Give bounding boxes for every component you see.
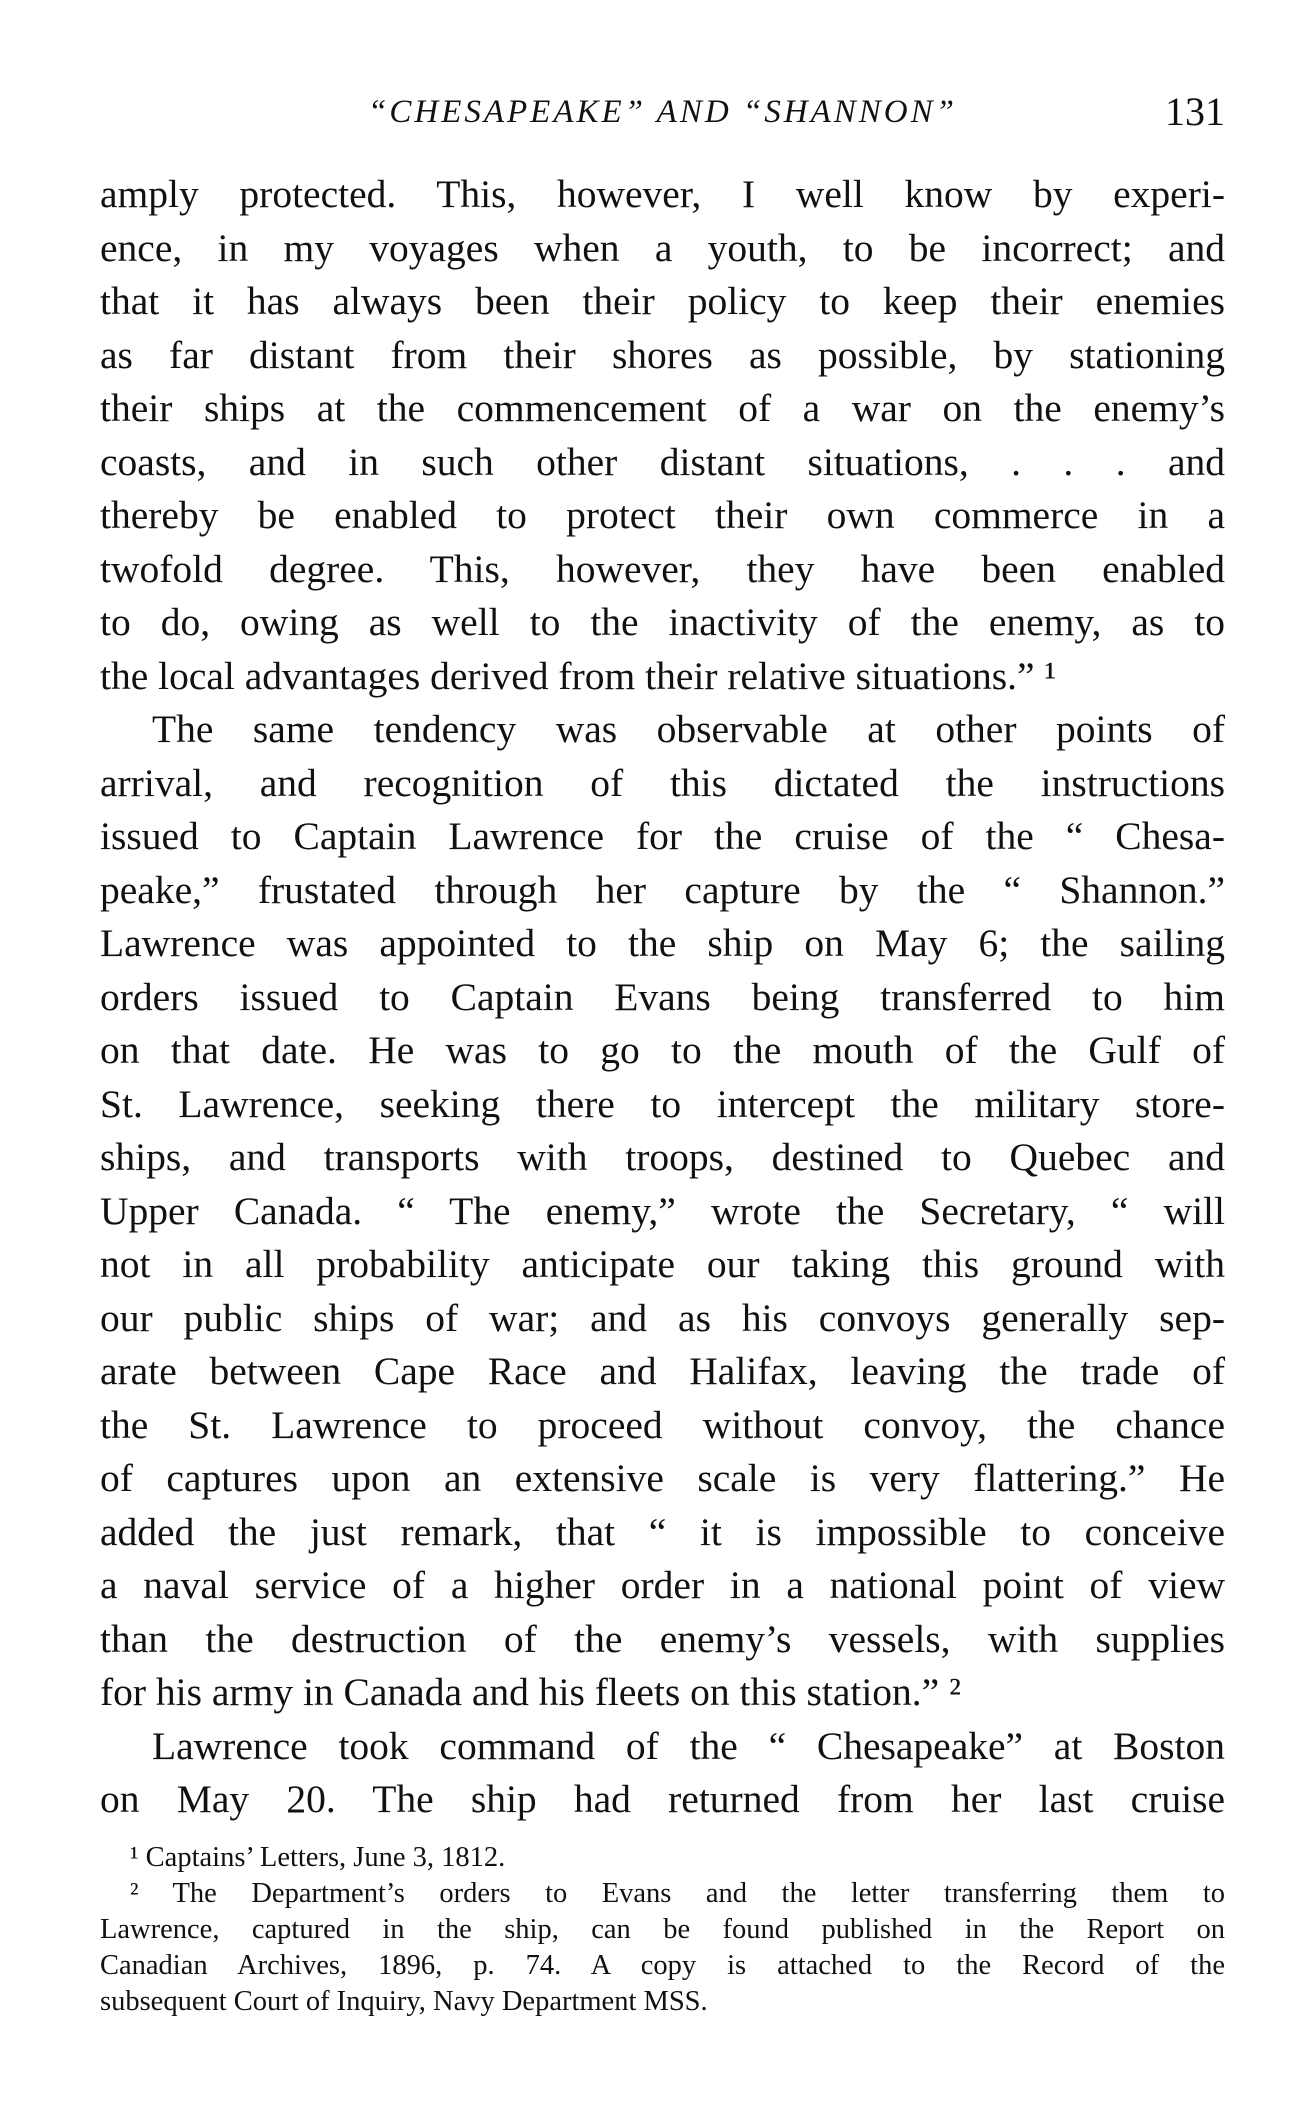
text-line: Upper Canada. “ The enemy,” wrote the Secretary, “ will	[100, 1188, 1225, 1233]
text-line: than the destruction of the enemy’s vessels, with supplies	[100, 1616, 1225, 1661]
text-line: as far distant from their shores as possible, by stationing	[100, 332, 1225, 377]
text-line: thereby be enabled to protect their own commerce in a	[100, 493, 1225, 537]
text-line: our public ships of war; and as his convoys generally sep-	[100, 1295, 1225, 1340]
text-line: twofold degree. This, however, they have been enabled	[100, 546, 1225, 591]
text-line: the local advantages derived from their relative situations.” ¹	[100, 653, 1057, 698]
page-header	[100, 88, 1225, 148]
text-line: issued to Captain Lawrence for the cruise of the “ Chesa-	[100, 814, 1225, 858]
footnote-line: subsequent Court of Inquiry, Navy Department MSS.	[100, 1986, 708, 2017]
text-line: for his army in Canada and his fleets on this station.” ²	[100, 1670, 961, 1714]
text-line: arate between Cape Race and Halifax, leaving the trade of	[100, 1349, 1225, 1393]
text-line: orders issued to Captain Evans being transferred to him	[100, 974, 1225, 1019]
text-line: the St. Lawrence to proceed without convoy, the chance	[100, 1402, 1225, 1447]
text-line: ships, and transports with troops, destined to Quebec and	[100, 1135, 1225, 1179]
text-line: a naval service of a higher order in a national point of view	[100, 1563, 1225, 1607]
text-line: that it has always been their policy to keep their enemies	[100, 279, 1225, 323]
text-line: ence, in my voyages when a youth, to be incorrect; and	[100, 225, 1225, 270]
text-line: on that date. He was to go to the mouth of the Gulf of	[100, 1028, 1225, 1072]
text-line: amply protected. This, however, I well know by experi-	[100, 172, 1225, 216]
text-line: arrival, and recognition of this dictated the instructions	[100, 760, 1225, 805]
footnote-line: ² The Department’s orders to Evans and the letter transferring them to	[130, 1878, 1225, 1909]
text-line: added the just remark, that “ it is impossible to conceive	[100, 1509, 1225, 1554]
text-line: The same tendency was observable at other points of	[152, 707, 1225, 751]
page-number: 131	[1165, 89, 1225, 134]
body-text	[100, 168, 1225, 1827]
text-line: their ships at the commencement of a war on the enemy’s	[100, 386, 1225, 430]
running-title: “CHESAPEAKE” AND “SHANNON”	[368, 94, 957, 130]
text-line: Lawrence was appointed to the ship on May 6; the sailing	[100, 921, 1225, 965]
text-line: not in all probability anticipate our taking this ground with	[100, 1242, 1225, 1286]
text-line: of captures upon an extensive scale is very flattering.” He	[100, 1456, 1225, 1500]
text-line: to do, owing as well to the inactivity of the enemy, as to	[100, 600, 1225, 644]
text-line: on May 20. The ship had returned from her last cruise	[100, 1777, 1225, 1821]
text-line: coasts, and in such other distant situations, . . . and	[100, 439, 1225, 484]
footnote-line: Canadian Archives, 1896, p. 74. A copy is attached to the Record of the	[100, 1950, 1225, 1981]
footnotes	[100, 1840, 1225, 2020]
text-line: St. Lawrence, seeking there to intercept the military store-	[100, 1081, 1225, 1126]
text-line: peake,” frustated through her capture by the “ Shannon.”	[100, 867, 1225, 912]
footnote-line: Lawrence, captured in the ship, can be found published in the Report on	[100, 1914, 1225, 1945]
footnote-line: ¹ Captains’ Letters, June 3, 1812.	[130, 1842, 506, 1873]
text-line: Lawrence took command of the “ Chesapeake” at Boston	[152, 1723, 1225, 1768]
